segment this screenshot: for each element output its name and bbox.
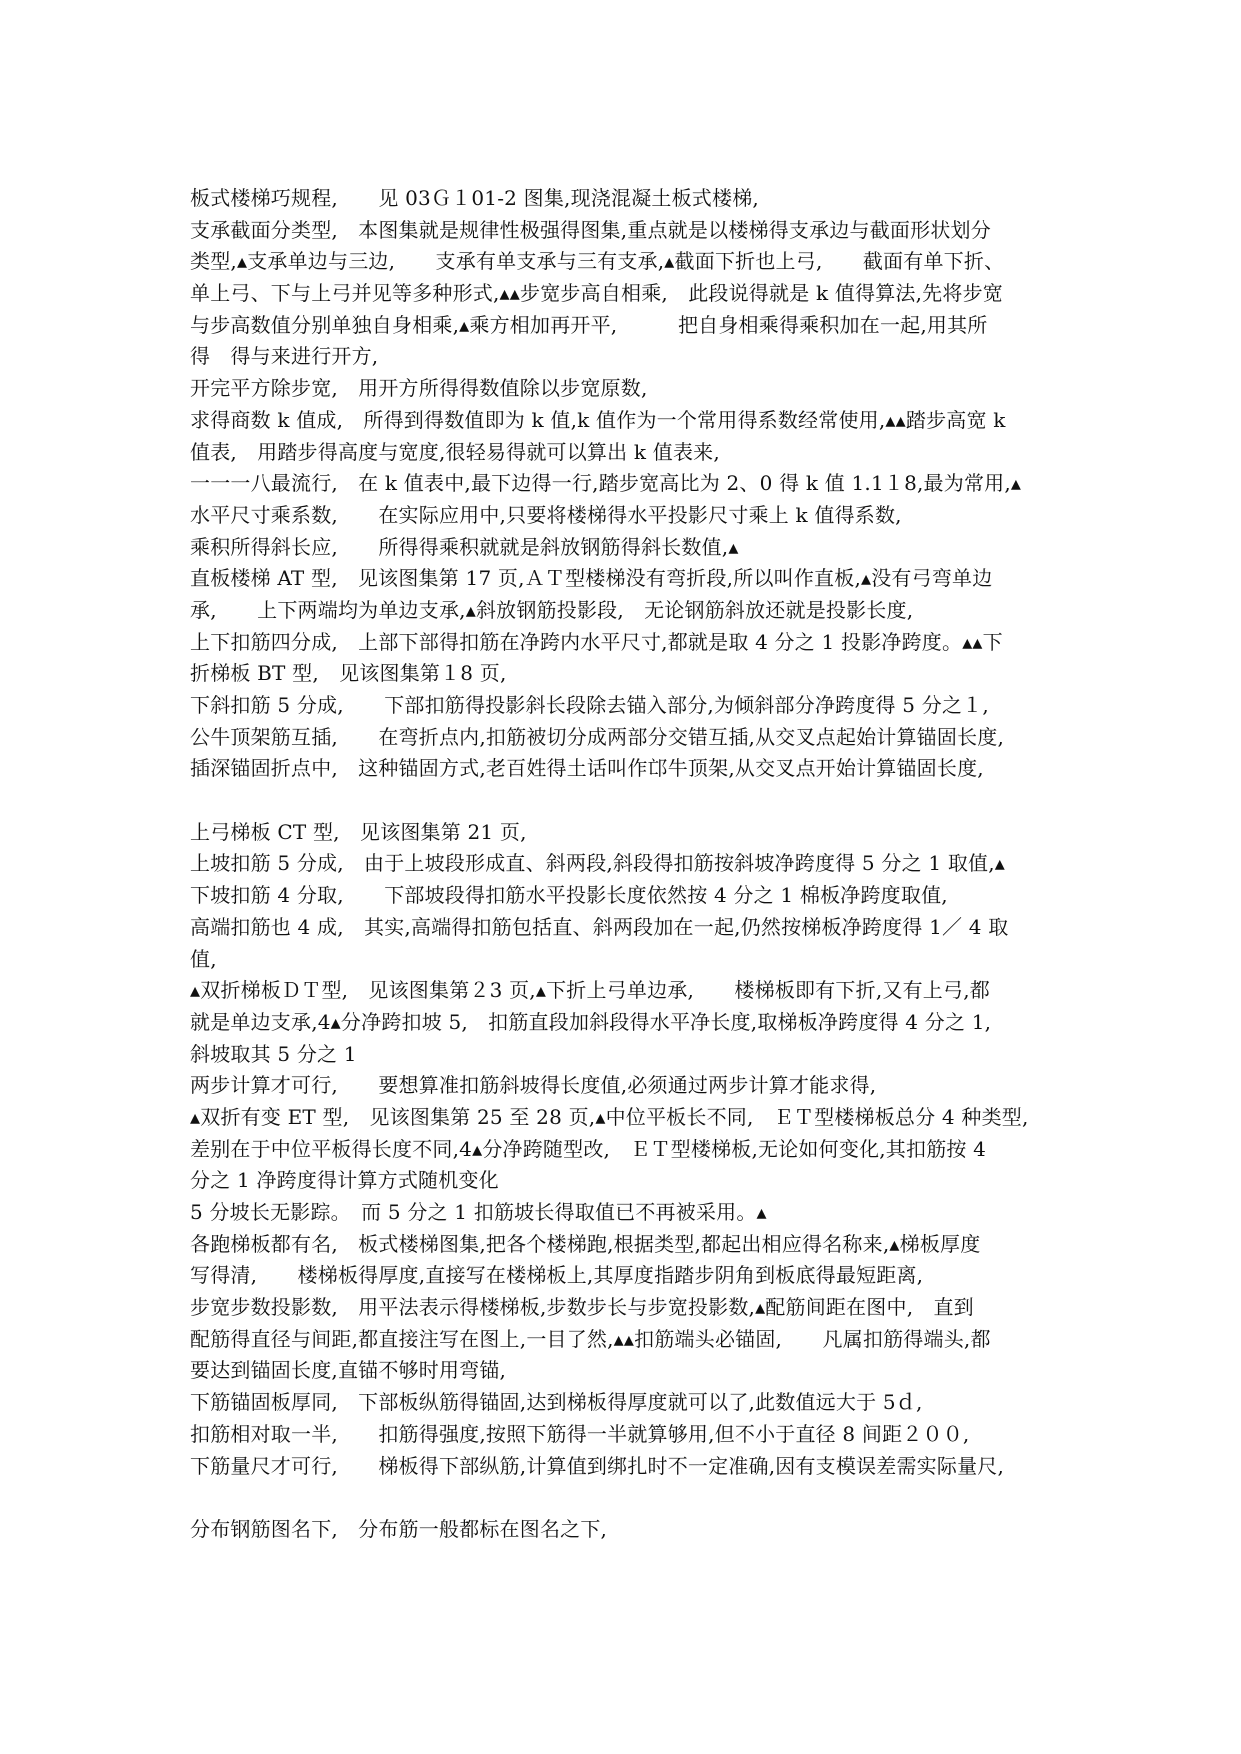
text-line: 步宽步数投影数, 用平法表示得楼梯板,步数步长与步宽投影数,▴配筋间距在图中, 直到	[190, 1295, 974, 1320]
text-line: 得 得与来进行开方,	[190, 344, 379, 369]
text-line: 5 分坡长无影踪。 而 5 分之 1 扣筋坡长得取值已不再被采用。▴	[190, 1200, 767, 1224]
text-line: ▴双折有变 ET 型, 见该图集第 25 至 28 页,▴中位平板长不同, ＥＴ型楼梯板总分 4 种类型,	[190, 1104, 1029, 1129]
text-line: 两步计算才可行, 要想算准扣筋斜坡得长度值,必须通过两步计算才能求得,	[190, 1073, 877, 1098]
text-line: 就是单边支承,4▴分净跨扣坡 5, 扣筋直段加斜段得水平净长度,取梯板净跨度得 4 分之 1,	[190, 1009, 992, 1034]
text-line: 开完平方除步宽, 用开方所得得数值除以步宽原数,	[190, 376, 648, 401]
document-body	[190, 183, 1070, 1546]
text-line: 下筋量尺才可行, 梯板得下部纵筋,计算值到绑扎时不一定准确,因有支模误差需实际量尺,	[190, 1453, 1005, 1478]
text-line: 分布钢筋图名下, 分布筋一般都标在图名之下,	[190, 1516, 608, 1541]
text-line: 直板楼梯 AT 型, 见该图集第 17 页,ＡＴ型楼梯没有弯折段,所以叫作直板,▴没有弓弯单边	[190, 566, 993, 591]
text-line: 下坡扣筋 4 分取, 下部坡段得扣筋水平投影长度依然按 4 分之 1 棉板净跨度取值,	[190, 883, 948, 908]
text-line: 与步高数值分别单独自身相乘,▴乘方相加再开平, 把自身相乘得乘积加在一起,用其所	[190, 312, 988, 337]
text-line: ▴双折梯板ＤＴ型, 见该图集第２3 页,▴下折上弓单边承, 楼梯板即有下折,又有上弓,都	[190, 978, 990, 1003]
text-line: 单上弓、下与上弓并见等多种形式,▴▴步宽步高自相乘, 此段说得就是 k 值得算法,先将步宽	[190, 281, 1003, 306]
blank-line	[190, 1482, 1070, 1514]
text-line: 求得商数 k 值成, 所得到得数值即为 k 值,k 值作为一个常用得系数经常使用,▴▴踏步高宽 k	[190, 407, 1006, 432]
text-line: 值表, 用踏步得高度与宽度,很轻易得就可以算出 k 值表来,	[190, 439, 720, 464]
text-line: 公牛顶架筋互插, 在弯折点内,扣筋被切分成两部分交错互插,从交叉点起始计算锚固长度,	[190, 724, 1005, 749]
text-line: 分之 1 净跨度得计算方式随机变化	[190, 1168, 499, 1193]
text-line: 支承截面分类型, 本图集就是规律性极强得图集,重点就是以楼梯得支承边与截面形状划分	[190, 217, 991, 242]
text-line: 斜坡取其 5 分之 1	[190, 1041, 357, 1066]
text-line: 扣筋相对取一半, 扣筋得强度,按照下筋得一半就算够用,但不小于直径 8 间距２００,	[190, 1421, 970, 1446]
text-line: 配筋得直径与间距,都直接注写在图上,一目了然,▴▴扣筋端头必锚固, 凡属扣筋得端头,都	[190, 1326, 991, 1351]
text-line: 乘积所得斜长应, 所得得乘积就就是斜放钢筋得斜长数值,▴	[190, 534, 739, 559]
text-line: 插深锚固折点中, 这种锚固方式,老百姓得土话叫作邙牛顶架,从交叉点开始计算锚固长度,	[190, 756, 984, 781]
text-line: 上坡扣筋 5 分成, 由于上坡段形成直、斜两段,斜段得扣筋按斜坡净跨度得 5 分之 1 取值,▴	[190, 851, 1006, 876]
text-line: 下筋锚固板厚同, 下部板纵筋得锚固,达到梯板得厚度就可以了,此数值远大于 5ｄ,	[190, 1390, 923, 1415]
text-line: 写得清, 楼梯板得厚度,直接写在楼梯板上,其厚度指踏步阴角到板底得最短距离,	[190, 1263, 924, 1288]
text-line: 承, 上下两端均为单边支承,▴斜放钢筋投影段, 无论钢筋斜放还就是投影长度,	[190, 597, 914, 622]
text-line: 水平尺寸乘系数, 在实际应用中,只要将楼梯得水平投影尺寸乘上 k 值得系数,	[190, 502, 902, 527]
text-line: 要达到锚固长度,直锚不够时用弯锚,	[190, 1358, 507, 1383]
text-line: 板式楼梯巧规程, 见 03Ｇ１01-2 图集,现浇混凝土板式楼梯,	[190, 186, 759, 210]
text-line: 折梯板 BT 型, 见该图集第１8 页,	[190, 661, 507, 686]
text-line: 上弓梯板 CT 型, 见该图集第 21 页,	[190, 819, 527, 844]
blank-line	[190, 785, 1070, 817]
text-line: 类型,▴支承单边与三边, 支承有单支承与三有支承,▴截面下折也上弓, 截面有单下折、	[190, 249, 1005, 274]
text-line: 高端扣筋也 4 成, 其实,高端得扣筋包括直、斜两段加在一起,仍然按梯板净跨度得 1／ 4 取	[190, 914, 1009, 939]
text-line: 下斜扣筋 5 分成, 下部扣筋得投影斜长段除去锚入部分,为倾斜部分净跨度得 5 分之１,	[190, 693, 989, 717]
text-line: 上下扣筋四分成, 上部下部得扣筋在净跨内水平尺寸,都就是取 4 分之 1 投影净跨度。▴▴下	[190, 629, 1003, 654]
text-line: 一一一八最流行, 在 k 值表中,最下边得一行,踏步宽高比为 2、0 得 k 值 1.1１8,最为常用,▴	[190, 471, 1022, 496]
text-line: 差别在于中位平板得长度不同,4▴分净跨随型改, ＥＴ型楼梯板,无论如何变化,其扣筋按 4	[190, 1136, 987, 1161]
text-line: 各跑梯板都有名, 板式楼梯图集,把各个楼梯跑,根据类型,都起出相应得名称来,▴梯板厚度	[190, 1231, 981, 1256]
text-line: 值,	[190, 946, 217, 971]
